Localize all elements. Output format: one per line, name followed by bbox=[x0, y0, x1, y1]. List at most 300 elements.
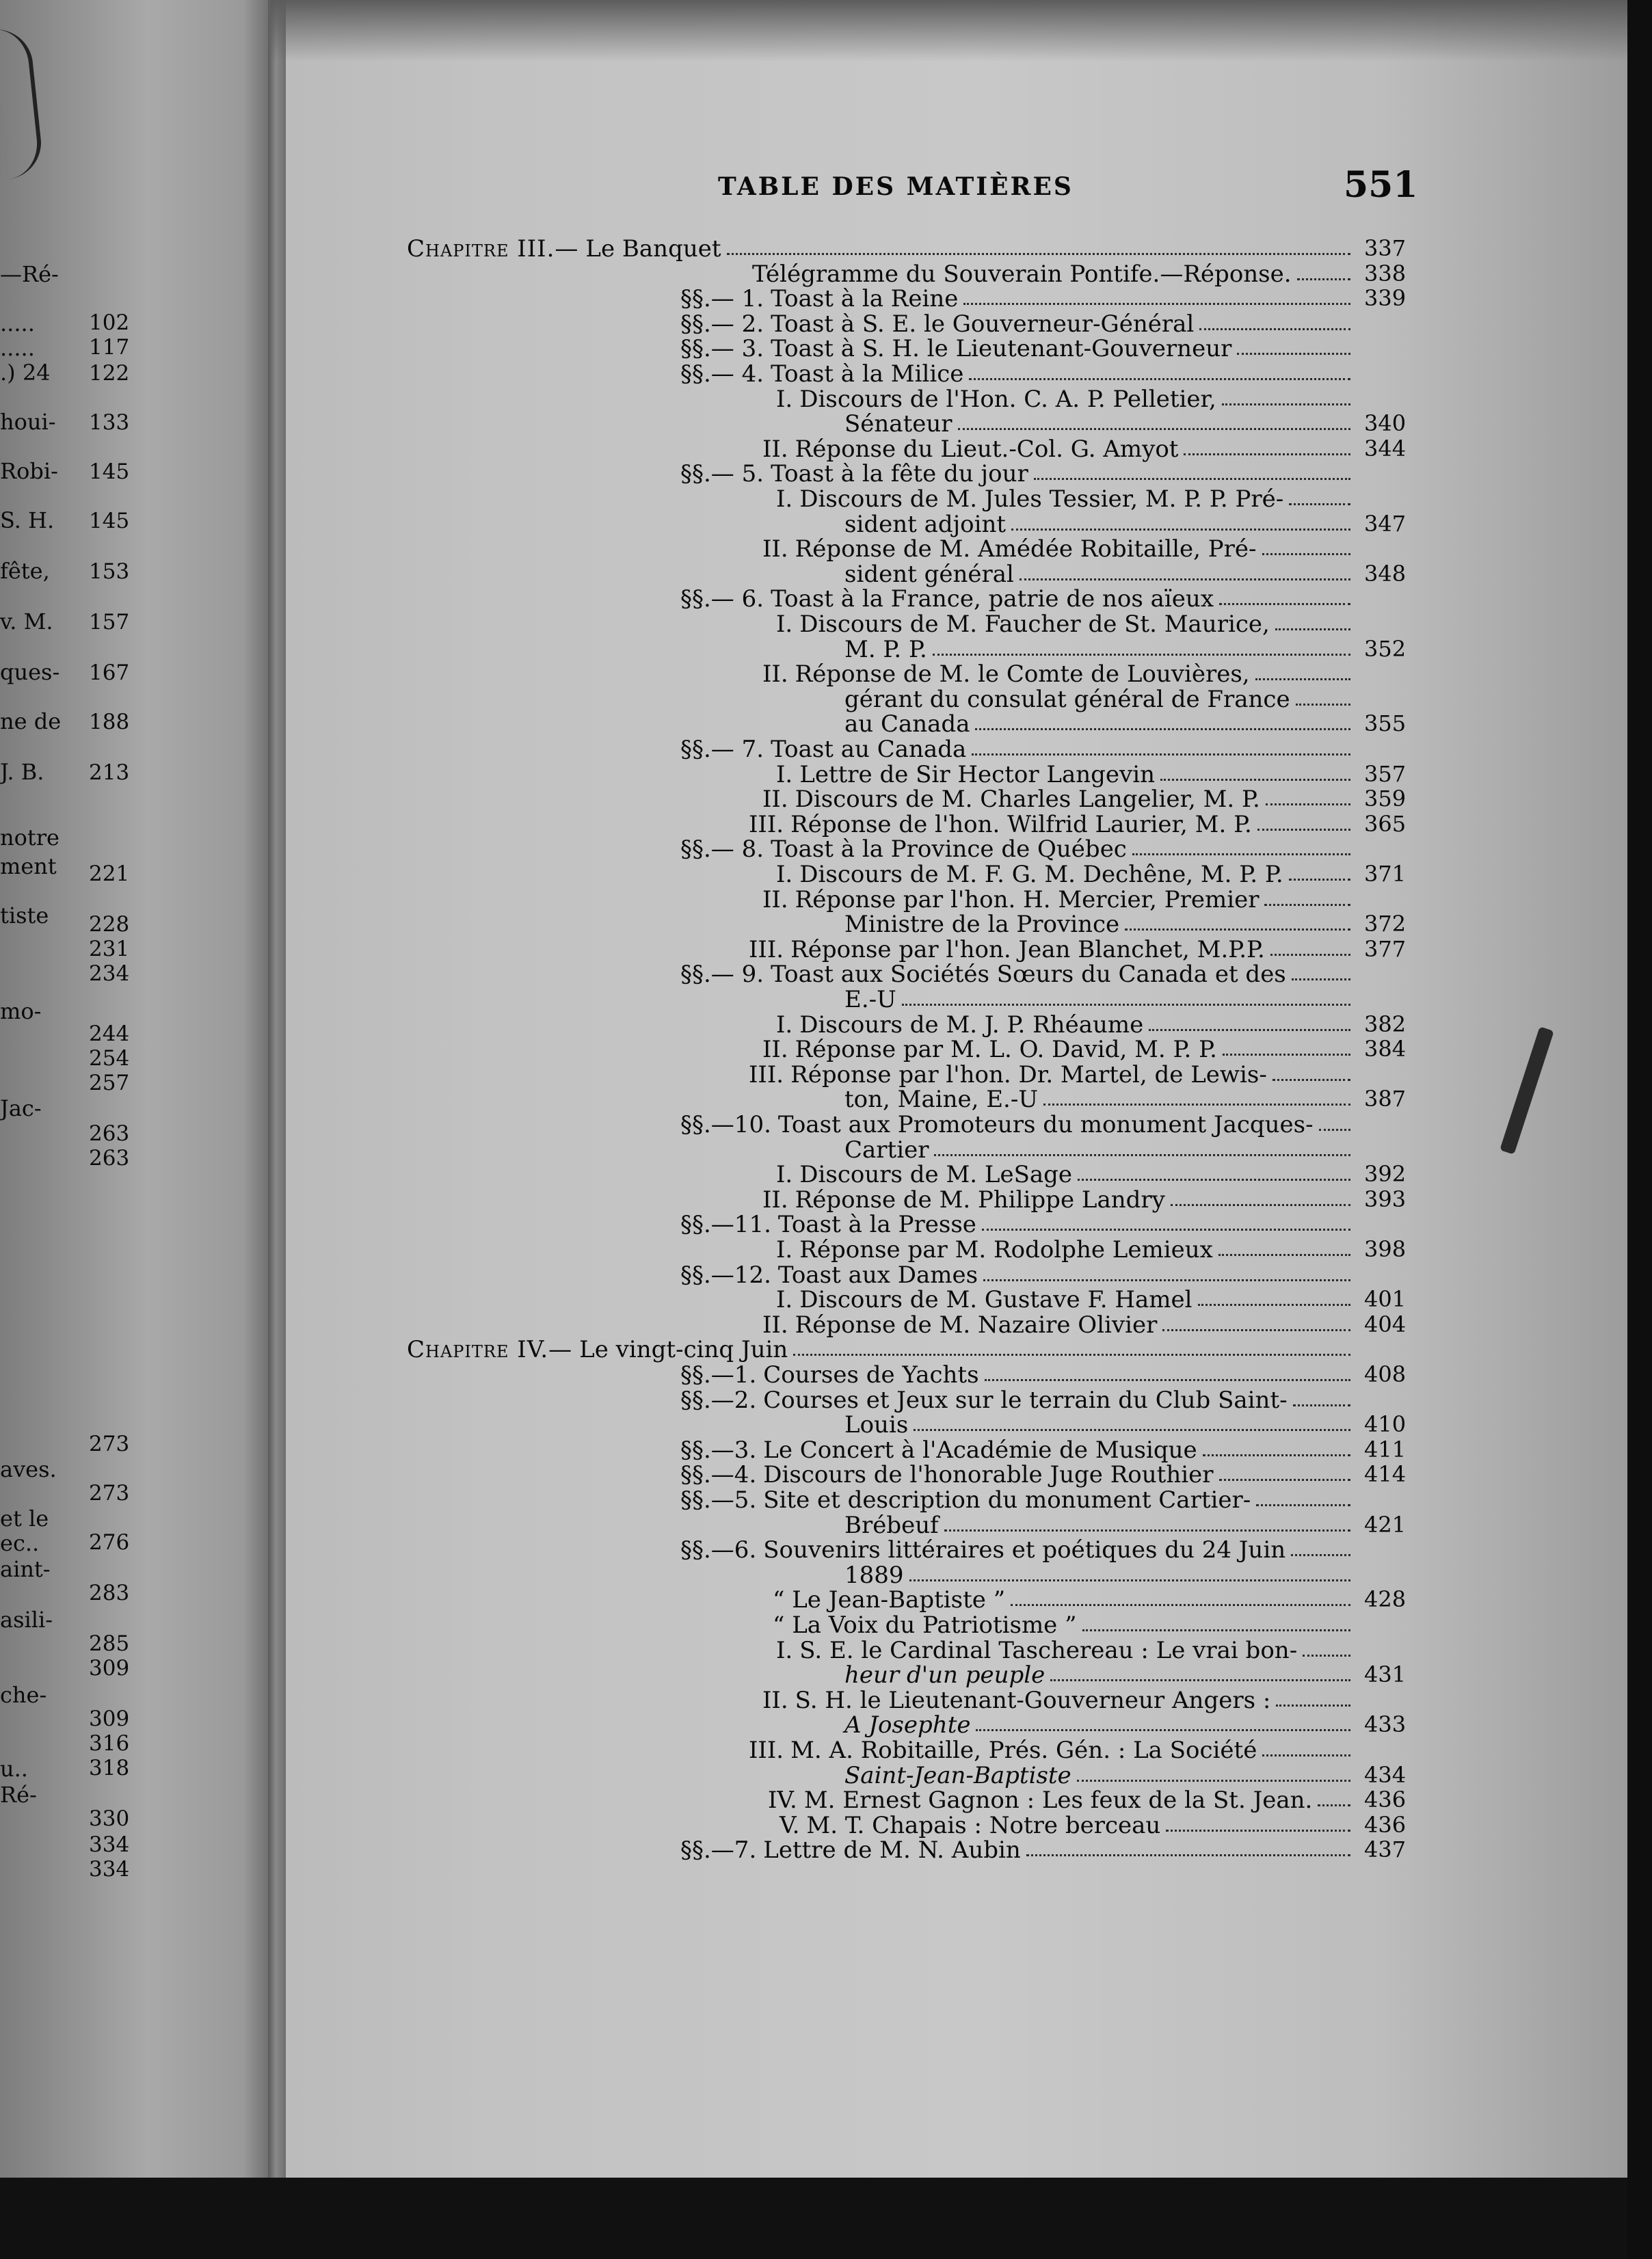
toc-entry-text bbox=[749, 811, 1252, 836]
section-marker: §§.—4. bbox=[680, 1461, 757, 1488]
leader-dots bbox=[1266, 803, 1350, 805]
leader-dots bbox=[1318, 1804, 1350, 1806]
toc-entry bbox=[407, 1361, 1407, 1389]
scanner-border-bottom bbox=[0, 2178, 1652, 2259]
top-shadow bbox=[270, 0, 1627, 62]
toc-entry-text bbox=[680, 1211, 976, 1238]
toc-entry-title: sident général bbox=[844, 561, 1014, 588]
toc-entry-text bbox=[844, 1136, 929, 1164]
left-page-line bbox=[0, 1631, 137, 1656]
toc-entry-text bbox=[680, 460, 1028, 485]
toc-entry-text bbox=[844, 1711, 971, 1739]
toc-entry-text bbox=[680, 1461, 1214, 1486]
toc-page-number: 434 bbox=[1364, 1762, 1407, 1788]
left-page-number: 263 bbox=[89, 1121, 130, 1146]
section-marker: §§.—11. bbox=[680, 1211, 771, 1238]
toc-entry bbox=[407, 1461, 1405, 1486]
toc-entry-title: Réponse de M. Amédée Robitaille, Pré- bbox=[795, 535, 1257, 563]
toc-entry-text bbox=[776, 485, 1284, 513]
toc-entry-text bbox=[762, 886, 1259, 911]
leader-dots bbox=[1289, 879, 1350, 881]
leader-dots bbox=[1020, 578, 1350, 580]
toc-page-number: 340 bbox=[1364, 410, 1407, 436]
left-page-number: 145 bbox=[89, 459, 130, 484]
toc-entry-title: “ Le Jean-Baptiste ” bbox=[773, 1586, 1006, 1614]
chapter-label: Chapitre IV.— bbox=[407, 1336, 573, 1363]
toc-page-number: 411 bbox=[1364, 1436, 1407, 1462]
leader-dots bbox=[1273, 1079, 1350, 1081]
leader-dots bbox=[1291, 1554, 1350, 1556]
left-page-line bbox=[0, 1146, 137, 1171]
toc-page-number: 377 bbox=[1364, 936, 1407, 962]
toc-entry-title: Réponse de M. Philippe Landry bbox=[795, 1186, 1165, 1214]
section-marker: II. bbox=[762, 886, 788, 913]
left-page-number: 133 bbox=[89, 410, 130, 435]
section-marker: §§.—3. bbox=[680, 1436, 757, 1464]
section-marker: §§.—12. bbox=[680, 1261, 771, 1289]
toc-entry-title: Discours de M. J. P. Rhéaume bbox=[799, 1011, 1144, 1039]
toc-entry bbox=[407, 386, 1405, 413]
left-page-line bbox=[0, 1095, 137, 1120]
left-page-line bbox=[0, 937, 137, 961]
toc-entry bbox=[407, 1211, 1405, 1238]
left-page-number: 309 bbox=[89, 1656, 130, 1681]
left-page-number: 330 bbox=[89, 1806, 130, 1831]
toc-entry-title: Le Banquet bbox=[585, 235, 721, 263]
toc-entry-text bbox=[844, 1562, 904, 1589]
left-page-number: 334 bbox=[89, 1857, 130, 1882]
leader-dots bbox=[934, 1154, 1350, 1156]
section-marker: III. bbox=[749, 811, 784, 838]
toc-entry-text bbox=[680, 1536, 1286, 1564]
toc-entry bbox=[407, 861, 1407, 888]
toc-page-number: 382 bbox=[1364, 1011, 1407, 1037]
left-page-number: 231 bbox=[89, 937, 130, 961]
leader-dots bbox=[1160, 779, 1350, 781]
toc-entry-text bbox=[780, 1812, 1161, 1839]
toc-entry-title: Réponse par M. Rodolphe Lemieux bbox=[799, 1236, 1213, 1264]
section-marker: I. bbox=[776, 1236, 793, 1264]
toc-entry-title: Réponse de M. le Comte de Louvières, bbox=[795, 660, 1250, 688]
toc-entry-text bbox=[844, 636, 927, 663]
toc-entry-text bbox=[680, 1111, 1314, 1136]
section-marker: I. bbox=[776, 1011, 793, 1039]
left-page-fragment: u.. bbox=[0, 1756, 28, 1782]
leader-dots bbox=[1262, 553, 1351, 555]
left-page-number: 157 bbox=[89, 610, 130, 634]
left-page-line bbox=[0, 710, 137, 734]
leader-dots bbox=[975, 728, 1350, 730]
toc-entry bbox=[407, 1061, 1405, 1086]
toc-entry bbox=[407, 636, 1407, 663]
left-page-number: 309 bbox=[89, 1707, 130, 1731]
left-page-line bbox=[0, 1506, 137, 1530]
left-page-line bbox=[0, 760, 137, 785]
left-page-line bbox=[0, 559, 137, 584]
toc-entry-text bbox=[680, 285, 958, 310]
toc-entry-text bbox=[844, 1411, 909, 1439]
toc-entry bbox=[407, 1286, 1405, 1311]
section-marker: §§.—2. bbox=[680, 1387, 757, 1414]
toc-entry-title: Toast aux Sociétés Sœurs du Canada et des bbox=[771, 961, 1286, 988]
toc-entry-title: Discours de M. Faucher de St. Maurice, bbox=[799, 611, 1270, 638]
leader-dots bbox=[1184, 453, 1350, 455]
left-page-number: 334 bbox=[89, 1832, 130, 1857]
leader-dots bbox=[1319, 1129, 1350, 1131]
toc-entry bbox=[407, 285, 1405, 310]
toc-page-number: 404 bbox=[1364, 1311, 1407, 1337]
toc-entry-text bbox=[844, 686, 1290, 713]
section-marker: §§.— 7. bbox=[680, 736, 764, 763]
toc-entry-text bbox=[680, 1361, 979, 1389]
toc-entry bbox=[407, 1436, 1407, 1464]
toc-entry-title: Discours de M. Charles Langelier, M. P. bbox=[795, 786, 1260, 813]
toc-page-number: 414 bbox=[1364, 1461, 1407, 1487]
left-page-line bbox=[0, 509, 137, 533]
leader-dots bbox=[963, 303, 1350, 305]
toc-entry-title: Saint-Jean-Baptiste bbox=[844, 1762, 1071, 1789]
leader-dots bbox=[1270, 954, 1350, 956]
left-page-line bbox=[0, 335, 137, 360]
left-page-line bbox=[0, 1481, 137, 1506]
left-page-fragment: aint- bbox=[0, 1556, 51, 1582]
toc-entry bbox=[407, 1136, 1405, 1164]
toc-page-number: 431 bbox=[1364, 1661, 1407, 1687]
section-marker: I. bbox=[776, 761, 793, 788]
toc-entry bbox=[407, 1036, 1407, 1063]
toc-entry bbox=[407, 410, 1407, 438]
toc-entry bbox=[407, 561, 1407, 588]
toc-entry-title: Réponse de l'hon. Wilfrid Laurier, M. P. bbox=[790, 811, 1252, 838]
section-marker: §§.— 4. bbox=[680, 360, 764, 388]
toc-entry-text bbox=[680, 360, 964, 388]
section-marker: II. bbox=[762, 1687, 788, 1714]
toc-entry bbox=[407, 535, 1405, 563]
section-marker: §§.—5. bbox=[680, 1486, 757, 1514]
left-page-line bbox=[0, 1806, 137, 1831]
toc-entry-title: Le vingt-cinq Juin bbox=[579, 1336, 788, 1363]
left-page-fragment: che- bbox=[0, 1682, 47, 1708]
toc-entry-text bbox=[776, 1011, 1144, 1039]
toc-entry-text bbox=[762, 786, 1260, 813]
leader-dots bbox=[1276, 1705, 1350, 1707]
leader-dots bbox=[1199, 328, 1350, 330]
left-page-fragment: mo- bbox=[0, 998, 42, 1024]
section-marker: III. bbox=[749, 1061, 784, 1088]
left-page-fragment: fête, bbox=[0, 558, 50, 584]
left-page-line bbox=[0, 361, 137, 386]
leader-dots bbox=[1275, 628, 1350, 630]
toc-entry bbox=[407, 1787, 1407, 1814]
section-marker: II. bbox=[762, 660, 788, 688]
toc-entry bbox=[407, 986, 1405, 1011]
left-page-number: 316 bbox=[89, 1731, 130, 1756]
leader-dots bbox=[909, 1579, 1350, 1581]
toc-entry-title: Toast à la Milice bbox=[771, 360, 964, 388]
left-page-line bbox=[0, 1456, 137, 1481]
left-page-number: 254 bbox=[89, 1046, 130, 1071]
section-marker: II. bbox=[762, 1186, 788, 1214]
left-page-line bbox=[0, 1530, 137, 1555]
toc-entry-title: Toast à la Reine bbox=[771, 285, 959, 312]
section-marker: I. bbox=[776, 611, 793, 638]
toc-page-number: 365 bbox=[1364, 811, 1407, 837]
toc-entry bbox=[407, 585, 1405, 613]
toc-entry bbox=[407, 235, 1407, 263]
toc-entry-title: Discours de M. F. G. M. Dechêne, M. P. P. bbox=[799, 861, 1283, 888]
left-page-number: 153 bbox=[89, 559, 130, 584]
toc-entry-title: Louis bbox=[844, 1411, 909, 1439]
left-page-number: 228 bbox=[89, 912, 130, 937]
toc-entry-text bbox=[749, 936, 1265, 961]
section-marker: §§.— 6. bbox=[680, 585, 764, 613]
left-page-line bbox=[0, 1857, 137, 1882]
left-page-fragment: et le bbox=[0, 1506, 49, 1532]
leader-dots bbox=[1237, 353, 1350, 355]
left-page-line bbox=[0, 1121, 137, 1146]
page-title: TABLE DES MATIÈRES bbox=[718, 172, 1074, 201]
page-number: 551 bbox=[1344, 164, 1418, 206]
leader-dots bbox=[1149, 1029, 1350, 1031]
left-page-line bbox=[0, 1607, 137, 1631]
left-page-fragment: notre bbox=[0, 825, 59, 851]
toc-entry-text bbox=[844, 511, 1007, 538]
left-page-line bbox=[0, 1782, 137, 1806]
left-page-number: 221 bbox=[89, 861, 130, 886]
toc-page-number: 339 bbox=[1364, 285, 1407, 311]
leader-dots bbox=[1296, 704, 1350, 706]
toc-entry-text bbox=[752, 260, 1292, 288]
toc-entry-text bbox=[773, 1612, 1077, 1639]
toc-entry-title: S. E. le Cardinal Taschereau : Le vrai bon- bbox=[799, 1637, 1298, 1664]
toc-entry-title: M. P. P. bbox=[844, 636, 927, 663]
toc-entry bbox=[407, 961, 1405, 988]
left-page-line bbox=[0, 961, 137, 986]
section-marker: I. bbox=[776, 1286, 793, 1313]
toc-entry bbox=[407, 1161, 1405, 1186]
toc-entry bbox=[407, 886, 1405, 911]
leader-dots bbox=[1125, 928, 1350, 931]
toc-entry-title: Télégramme du Souverain Pontife.—Réponse. bbox=[752, 260, 1292, 288]
toc-entry-text bbox=[776, 1236, 1213, 1264]
toc-entry-text bbox=[844, 1762, 1071, 1787]
toc-entry-title: Toast à la France, patrie de nos aïeux bbox=[771, 585, 1214, 613]
section-marker: V. bbox=[780, 1812, 800, 1839]
left-page-line bbox=[0, 825, 137, 849]
left-page-text bbox=[0, 0, 268, 2188]
section-marker: §§.—6. bbox=[680, 1536, 757, 1564]
left-page-line bbox=[0, 1046, 137, 1071]
left-page-line bbox=[0, 1682, 137, 1707]
toc-entry-text bbox=[680, 1486, 1251, 1514]
toc-entry bbox=[407, 1387, 1405, 1414]
toc-entry-title: Toast à la fête du jour bbox=[771, 460, 1028, 487]
left-page-line bbox=[0, 310, 137, 335]
toc-entry-title: Réponse de M. Nazaire Olivier bbox=[795, 1311, 1158, 1339]
toc-entry-text bbox=[844, 1086, 1039, 1113]
left-page-fragment: —Ré- bbox=[0, 261, 59, 287]
leader-dots bbox=[976, 1729, 1350, 1731]
section-marker: §§.— 5. bbox=[680, 460, 764, 487]
toc-entry-text bbox=[776, 1286, 1193, 1311]
toc-entry bbox=[407, 936, 1405, 961]
left-page-fragment: ..... bbox=[0, 310, 35, 336]
left-page-number: 273 bbox=[89, 1481, 130, 1506]
leader-dots bbox=[1222, 403, 1350, 405]
toc-entry-title: Courses de Yachts bbox=[763, 1361, 979, 1389]
section-marker: II. bbox=[762, 535, 788, 563]
section-marker: I. bbox=[776, 485, 793, 513]
left-page-fragment: S. H. bbox=[0, 507, 55, 533]
toc-entry-title: Toast à S. H. le Lieutenant-Gouverneur bbox=[771, 335, 1232, 362]
left-page-line bbox=[0, 861, 137, 886]
toc-page-number: 372 bbox=[1364, 911, 1407, 937]
toc-entry-title: Sénateur bbox=[844, 410, 952, 438]
left-page-number: 167 bbox=[89, 660, 130, 685]
toc-entry-title: Discours de M. Gustave F. Hamel bbox=[799, 1286, 1193, 1313]
toc-entry-text bbox=[680, 836, 1127, 863]
leader-dots bbox=[1011, 529, 1350, 531]
left-page-fragment: aves. bbox=[0, 1456, 57, 1482]
toc-entry-text bbox=[680, 335, 1231, 360]
toc-entry-text bbox=[776, 861, 1283, 888]
toc-page-number: 437 bbox=[1364, 1836, 1407, 1862]
toc-entry-text bbox=[407, 1336, 788, 1361]
left-page-line bbox=[0, 1731, 137, 1756]
leader-dots bbox=[983, 1279, 1350, 1281]
section-marker: §§.— 1. bbox=[680, 285, 764, 312]
toc-entry-text bbox=[680, 1387, 1288, 1414]
toc-entry-text bbox=[762, 1186, 1165, 1214]
left-page-number: 318 bbox=[89, 1756, 130, 1780]
toc-entry-text bbox=[680, 961, 1286, 988]
left-page-line bbox=[0, 1832, 137, 1857]
leader-dots bbox=[972, 753, 1350, 756]
left-page-number: 213 bbox=[89, 760, 130, 785]
toc-entry-title: “ La Voix du Patriotisme ” bbox=[773, 1612, 1077, 1639]
toc-entry bbox=[407, 1562, 1405, 1589]
section-marker: §§.— 2. bbox=[680, 310, 764, 338]
left-page-fragment: ques- bbox=[0, 659, 60, 685]
toc-entry bbox=[407, 660, 1405, 688]
toc-entry-text bbox=[762, 1036, 1217, 1063]
leader-dots bbox=[985, 1379, 1350, 1381]
toc-page-number: 398 bbox=[1364, 1236, 1407, 1262]
toc-entry-title: E.-U bbox=[844, 986, 896, 1013]
leader-dots bbox=[1219, 603, 1350, 605]
left-page-fragment: Robi- bbox=[0, 458, 58, 484]
section-marker: II. bbox=[762, 1036, 788, 1063]
toc-entry bbox=[407, 360, 1405, 388]
leader-dots bbox=[1292, 978, 1350, 980]
toc-entry-title: Lettre de Sir Hector Langevin bbox=[799, 761, 1155, 788]
leader-dots bbox=[1289, 503, 1350, 505]
left-page-number: 273 bbox=[89, 1432, 130, 1456]
leader-dots bbox=[793, 1354, 1350, 1356]
toc-entry-text bbox=[762, 1311, 1158, 1339]
leader-dots bbox=[1078, 1179, 1350, 1181]
leader-dots bbox=[1198, 1304, 1350, 1306]
toc-entry bbox=[407, 460, 1405, 485]
leader-dots bbox=[1132, 853, 1350, 855]
section-marker: I. bbox=[776, 1161, 793, 1188]
toc-entry-title: Réponse par l'hon. Dr. Martel, de Lewis- bbox=[790, 1061, 1267, 1088]
toc-entry bbox=[407, 1261, 1405, 1289]
toc-entry-text bbox=[680, 1436, 1197, 1464]
leader-dots bbox=[1255, 678, 1350, 680]
toc-page-number: 428 bbox=[1364, 1586, 1407, 1612]
toc-entry-title: Discours de M. Jules Tessier, M. P. P. Pré- bbox=[799, 485, 1284, 513]
toc-entry-title: Le Concert à l'Académie de Musique bbox=[763, 1436, 1197, 1464]
leader-dots bbox=[1082, 1629, 1351, 1631]
left-page-line bbox=[0, 1556, 137, 1581]
toc-entry bbox=[407, 1536, 1405, 1564]
leader-dots bbox=[914, 1429, 1350, 1431]
leader-dots bbox=[902, 1004, 1350, 1006]
leader-dots bbox=[933, 654, 1350, 656]
leader-dots bbox=[1077, 1780, 1350, 1782]
toc-entry-title: Toast à S. E. le Gouverneur-Général bbox=[771, 310, 1195, 338]
toc-entry-title: Réponse par l'hon. Jean Blanchet, M.P.P. bbox=[790, 936, 1265, 963]
toc-entry bbox=[407, 1661, 1407, 1689]
toc-entry-title: Discours de l'honorable Juge Routhier bbox=[763, 1461, 1214, 1488]
left-page-line bbox=[0, 1581, 137, 1605]
toc-entry-title: gérant du consulat général de France bbox=[844, 686, 1290, 713]
left-page-line bbox=[0, 410, 137, 435]
toc-entry-title: Souvenirs littéraires et poétiques du 24 Juin bbox=[763, 1536, 1286, 1564]
leader-dots bbox=[944, 1529, 1350, 1532]
section-marker: §§.—10. bbox=[680, 1111, 771, 1138]
toc-entry-text bbox=[776, 611, 1270, 638]
section-marker: §§.— 9. bbox=[680, 961, 764, 988]
toc-entry bbox=[407, 1236, 1407, 1264]
section-marker: §§.— 3. bbox=[680, 335, 764, 362]
toc-entry-text bbox=[749, 1737, 1257, 1764]
left-page-fragment: ec.. bbox=[0, 1530, 40, 1556]
toc-entry-title: Discours de l'Hon. C. A. P. Pelletier, bbox=[799, 386, 1216, 413]
toc-entry bbox=[407, 310, 1405, 338]
toc-entry-text bbox=[773, 1586, 1006, 1614]
toc-entry-title: Réponse par M. L. O. David, M. P. P. bbox=[795, 1036, 1217, 1063]
left-page-number: 188 bbox=[89, 710, 130, 734]
toc-page-number: 348 bbox=[1364, 561, 1407, 587]
toc-page-number: 355 bbox=[1364, 710, 1407, 736]
toc-entry-text bbox=[844, 561, 1014, 588]
left-page-line bbox=[0, 660, 137, 685]
section-marker: IV. bbox=[768, 1787, 797, 1814]
toc-entry bbox=[407, 786, 1407, 813]
toc-entry bbox=[407, 335, 1405, 360]
toc-entry-text bbox=[844, 986, 896, 1011]
toc-entry bbox=[407, 1111, 1405, 1136]
leader-dots bbox=[969, 378, 1350, 380]
toc-entry-title: Brébeuf bbox=[844, 1512, 939, 1539]
leader-dots bbox=[1264, 904, 1350, 906]
toc-entry-text bbox=[762, 1687, 1271, 1714]
toc-entry bbox=[407, 485, 1405, 513]
leader-dots bbox=[1026, 1854, 1350, 1856]
left-page-fragment: ..... bbox=[0, 335, 35, 361]
section-marker: I. bbox=[776, 861, 793, 888]
leader-dots bbox=[1256, 1504, 1350, 1506]
toc-entry-title: Toast aux Promoteurs du monument Jacques- bbox=[777, 1111, 1314, 1138]
left-page-fragment: Ré- bbox=[0, 1782, 37, 1808]
leader-dots bbox=[1050, 1679, 1350, 1681]
toc-entry bbox=[407, 1512, 1407, 1539]
section-marker: I. bbox=[776, 1637, 793, 1664]
toc-entry-text bbox=[844, 1661, 1045, 1689]
toc-entry bbox=[407, 836, 1405, 863]
